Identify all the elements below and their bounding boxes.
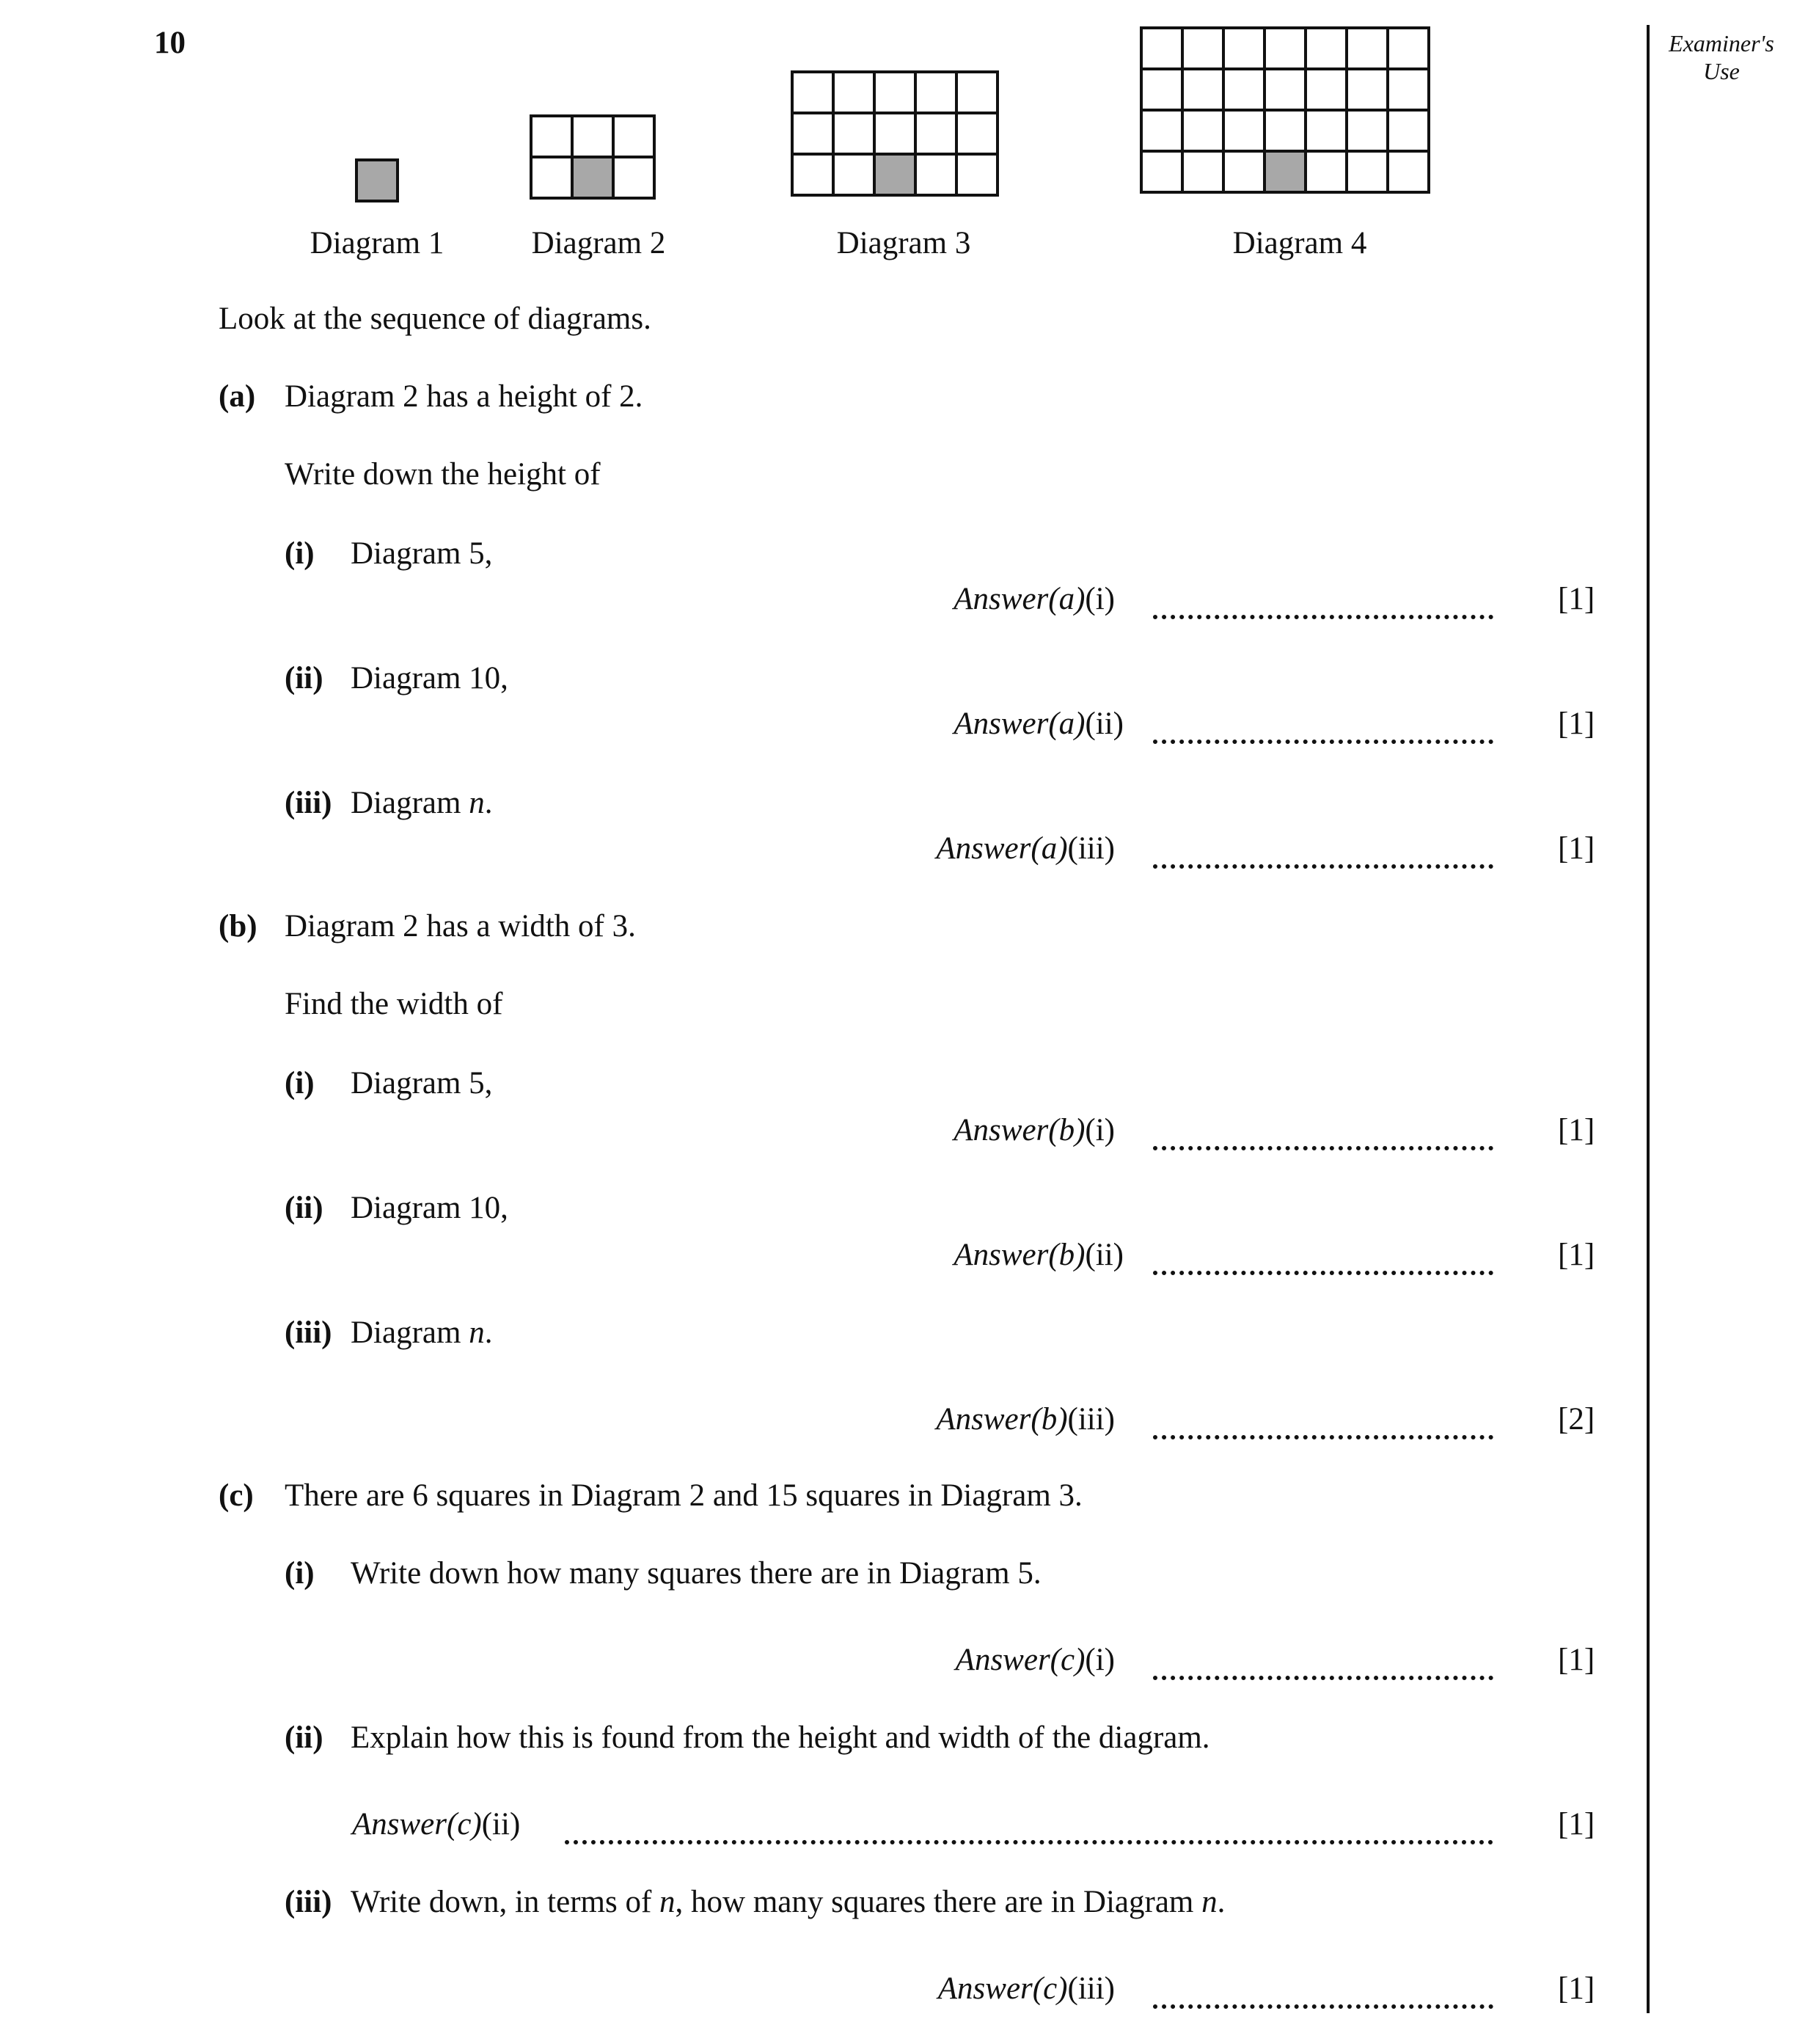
grid-square — [791, 70, 835, 114]
part-a-i-prefix: Diagram 5, — [351, 536, 493, 571]
answer-b-ii-label — [954, 1237, 1124, 1273]
answer-a-ii-italic: Answer(a) — [954, 707, 1086, 741]
answer-b-i-label — [954, 1112, 1115, 1148]
part-c-iii-number: (iii) — [285, 1885, 332, 1919]
answer-c-ii-line[interactable] — [565, 1840, 1493, 1844]
part-a-iii-text — [351, 785, 492, 821]
answer-a-i-mark: [1] — [1558, 582, 1595, 616]
answer-c-iii-mark: [1] — [1558, 1971, 1595, 2006]
part-a-iii-var: n — [469, 786, 485, 820]
answer-c-iii-roman: (iii) — [1067, 1971, 1115, 2006]
part-c-iii-end: . — [1217, 1885, 1226, 1919]
grid-square — [1263, 67, 1307, 112]
examiner-margin-rule — [1647, 25, 1650, 2013]
part-c-i-text: Write down how many squares there are in Diagram 5. — [351, 1556, 1042, 1591]
answer-a-ii-label — [954, 706, 1124, 742]
grid-square — [530, 156, 574, 200]
grid-square — [1181, 150, 1225, 194]
answer-c-iii-label — [938, 1971, 1115, 2007]
answer-a-ii-line[interactable] — [1153, 740, 1493, 744]
grid-square — [955, 112, 999, 156]
part-a-i-text — [351, 536, 492, 572]
part-a-ii-prefix: Diagram 10, — [351, 661, 508, 696]
grid-square — [914, 70, 958, 114]
answer-a-iii-italic: Answer(a) — [936, 831, 1068, 866]
grid-square — [832, 70, 876, 114]
grid-square — [873, 112, 917, 156]
grid-square — [832, 153, 876, 197]
answer-b-iii-mark: [2] — [1558, 1402, 1595, 1437]
shaded-square — [1263, 150, 1307, 194]
part-b-i-prefix: Diagram 5, — [351, 1066, 493, 1101]
grid-square — [1181, 109, 1225, 153]
answer-c-i-line[interactable] — [1153, 1676, 1493, 1680]
part-a-instruction: Write down the height of — [285, 457, 601, 492]
grid-square — [1386, 109, 1430, 153]
answer-a-iii-line[interactable] — [1153, 864, 1493, 869]
answer-a-iii-mark: [1] — [1558, 831, 1595, 866]
grid-square — [914, 112, 958, 156]
answer-c-iii-line[interactable] — [1153, 2004, 1493, 2009]
answer-c-ii-mark: [1] — [1558, 1807, 1595, 1842]
examiners-use-line-2: Use — [1703, 58, 1740, 85]
diagram-4-label: Diagram 4 — [1232, 226, 1367, 260]
grid-square — [1222, 150, 1266, 194]
examiners-use-label — [1659, 29, 1784, 86]
grid-square — [791, 153, 835, 197]
diagram-3-label: Diagram 3 — [836, 226, 971, 260]
part-a-iii-number: (iii) — [285, 786, 332, 820]
part-a-iii-suffix: . — [484, 786, 493, 820]
shaded-square — [571, 156, 615, 200]
grid-square — [955, 70, 999, 114]
diagram-2-label: Diagram 2 — [531, 226, 666, 260]
answer-b-iii-line[interactable] — [1153, 1435, 1493, 1439]
answer-c-i-mark: [1] — [1558, 1643, 1595, 1677]
part-c-statement: There are 6 squares in Diagram 2 and 15 squares in Diagram 3. — [285, 1478, 1083, 1513]
grid-square — [530, 114, 574, 158]
part-c-iii-var: n — [659, 1885, 676, 1919]
part-b-statement: Diagram 2 has a width of 3. — [285, 909, 636, 943]
part-a-label: (a) — [219, 379, 256, 414]
part-b-iii-number: (iii) — [285, 1315, 332, 1350]
grid-square — [1386, 67, 1430, 112]
grid-square — [1181, 67, 1225, 112]
diagram-2-grid — [530, 114, 656, 200]
shaded-square — [355, 158, 399, 202]
answer-c-ii-label — [352, 1806, 520, 1842]
answer-c-iii-italic: Answer(c) — [937, 1971, 1068, 2006]
diagram-1-grid — [355, 158, 399, 202]
answer-b-i-roman: (i) — [1085, 1113, 1115, 1147]
question-number: 10 — [154, 26, 186, 60]
part-b-i-text — [351, 1065, 492, 1101]
answer-a-ii-roman: (ii) — [1085, 707, 1124, 741]
grid-square — [914, 153, 958, 197]
grid-square — [1222, 109, 1266, 153]
part-a-iii-prefix: Diagram — [351, 786, 469, 820]
part-c-i-number: (i) — [285, 1556, 315, 1591]
diagram-4-grid — [1140, 26, 1430, 194]
grid-square — [1345, 109, 1389, 153]
answer-c-ii-italic: Answer(c) — [352, 1807, 482, 1842]
grid-square — [955, 153, 999, 197]
answer-c-ii-roman: (ii) — [481, 1807, 521, 1842]
grid-square — [612, 156, 656, 200]
part-c-iii-text — [351, 1884, 1225, 1920]
examiners-use-line-1: Examiner's — [1669, 30, 1774, 56]
answer-b-i-italic: Answer(b) — [954, 1113, 1086, 1147]
grid-square — [1304, 109, 1348, 153]
grid-square — [1263, 109, 1307, 153]
shaded-square — [873, 153, 917, 197]
answer-b-ii-roman: (ii) — [1085, 1238, 1124, 1272]
grid-square — [612, 114, 656, 158]
answer-c-i-label — [956, 1642, 1115, 1678]
answer-a-iii-roman: (iii) — [1067, 831, 1115, 866]
part-b-iii-var: n — [469, 1315, 485, 1350]
part-b-label: (b) — [219, 909, 257, 943]
answer-a-i-roman: (i) — [1085, 582, 1115, 616]
answer-c-i-roman: (i) — [1085, 1643, 1115, 1677]
part-b-iii-suffix: . — [484, 1315, 493, 1350]
grid-square — [1140, 109, 1184, 153]
part-c-ii-text: Explain how this is found from the height and width of the diagram. — [351, 1720, 1210, 1755]
grid-square — [1222, 67, 1266, 112]
answer-b-iii-roman: (iii) — [1067, 1402, 1115, 1437]
grid-square — [1263, 26, 1307, 70]
grid-square — [1140, 67, 1184, 112]
answer-b-ii-line[interactable] — [1153, 1271, 1493, 1275]
part-c-iii-before: Write down, in terms of — [351, 1885, 660, 1919]
grid-square — [1140, 150, 1184, 194]
grid-square — [1304, 150, 1348, 194]
answer-a-i-label — [954, 581, 1115, 617]
part-c-ii-number: (ii) — [285, 1720, 323, 1755]
grid-square — [1222, 26, 1266, 70]
part-a-ii-text — [351, 660, 508, 696]
answer-a-i-line[interactable] — [1153, 615, 1493, 619]
answer-a-iii-label — [936, 831, 1115, 866]
answer-b-iii-label — [936, 1401, 1115, 1437]
diagram-1-label: Diagram 1 — [310, 226, 444, 260]
answer-b-i-line[interactable] — [1153, 1146, 1493, 1150]
part-c-label: (c) — [219, 1478, 254, 1513]
grid-square — [1386, 150, 1430, 194]
grid-square — [1304, 67, 1348, 112]
part-a-i-number: (i) — [285, 536, 315, 571]
part-b-ii-text — [351, 1190, 508, 1226]
grid-square — [1304, 26, 1348, 70]
grid-square — [1345, 26, 1389, 70]
grid-square — [1345, 67, 1389, 112]
answer-b-i-mark: [1] — [1558, 1113, 1595, 1147]
answer-b-ii-italic: Answer(b) — [954, 1238, 1086, 1272]
grid-square — [791, 112, 835, 156]
part-b-ii-number: (ii) — [285, 1191, 323, 1225]
part-b-iii-text — [351, 1315, 492, 1351]
grid-square — [571, 114, 615, 158]
grid-square — [1386, 26, 1430, 70]
part-c-iii-after: , how many squares there are in Diagram — [675, 1885, 1202, 1919]
answer-b-ii-mark: [1] — [1558, 1238, 1595, 1272]
part-b-iii-prefix: Diagram — [351, 1315, 469, 1350]
diagram-3-grid — [791, 70, 999, 197]
part-b-instruction: Find the width of — [285, 987, 503, 1021]
part-a-statement: Diagram 2 has a height of 2. — [285, 379, 643, 414]
grid-square — [1140, 26, 1184, 70]
answer-a-i-italic: Answer(a) — [954, 582, 1086, 616]
part-a-ii-number: (ii) — [285, 661, 323, 696]
grid-square — [873, 70, 917, 114]
part-c-iii-var2: n — [1201, 1885, 1218, 1919]
answer-c-i-italic: Answer(c) — [955, 1643, 1086, 1677]
grid-square — [832, 112, 876, 156]
part-b-ii-prefix: Diagram 10, — [351, 1191, 508, 1225]
intro-text: Look at the sequence of diagrams. — [219, 302, 651, 336]
answer-a-ii-mark: [1] — [1558, 707, 1595, 741]
grid-square — [1345, 150, 1389, 194]
part-b-i-number: (i) — [285, 1066, 315, 1101]
grid-square — [1181, 26, 1225, 70]
answer-b-iii-italic: Answer(b) — [936, 1402, 1068, 1437]
